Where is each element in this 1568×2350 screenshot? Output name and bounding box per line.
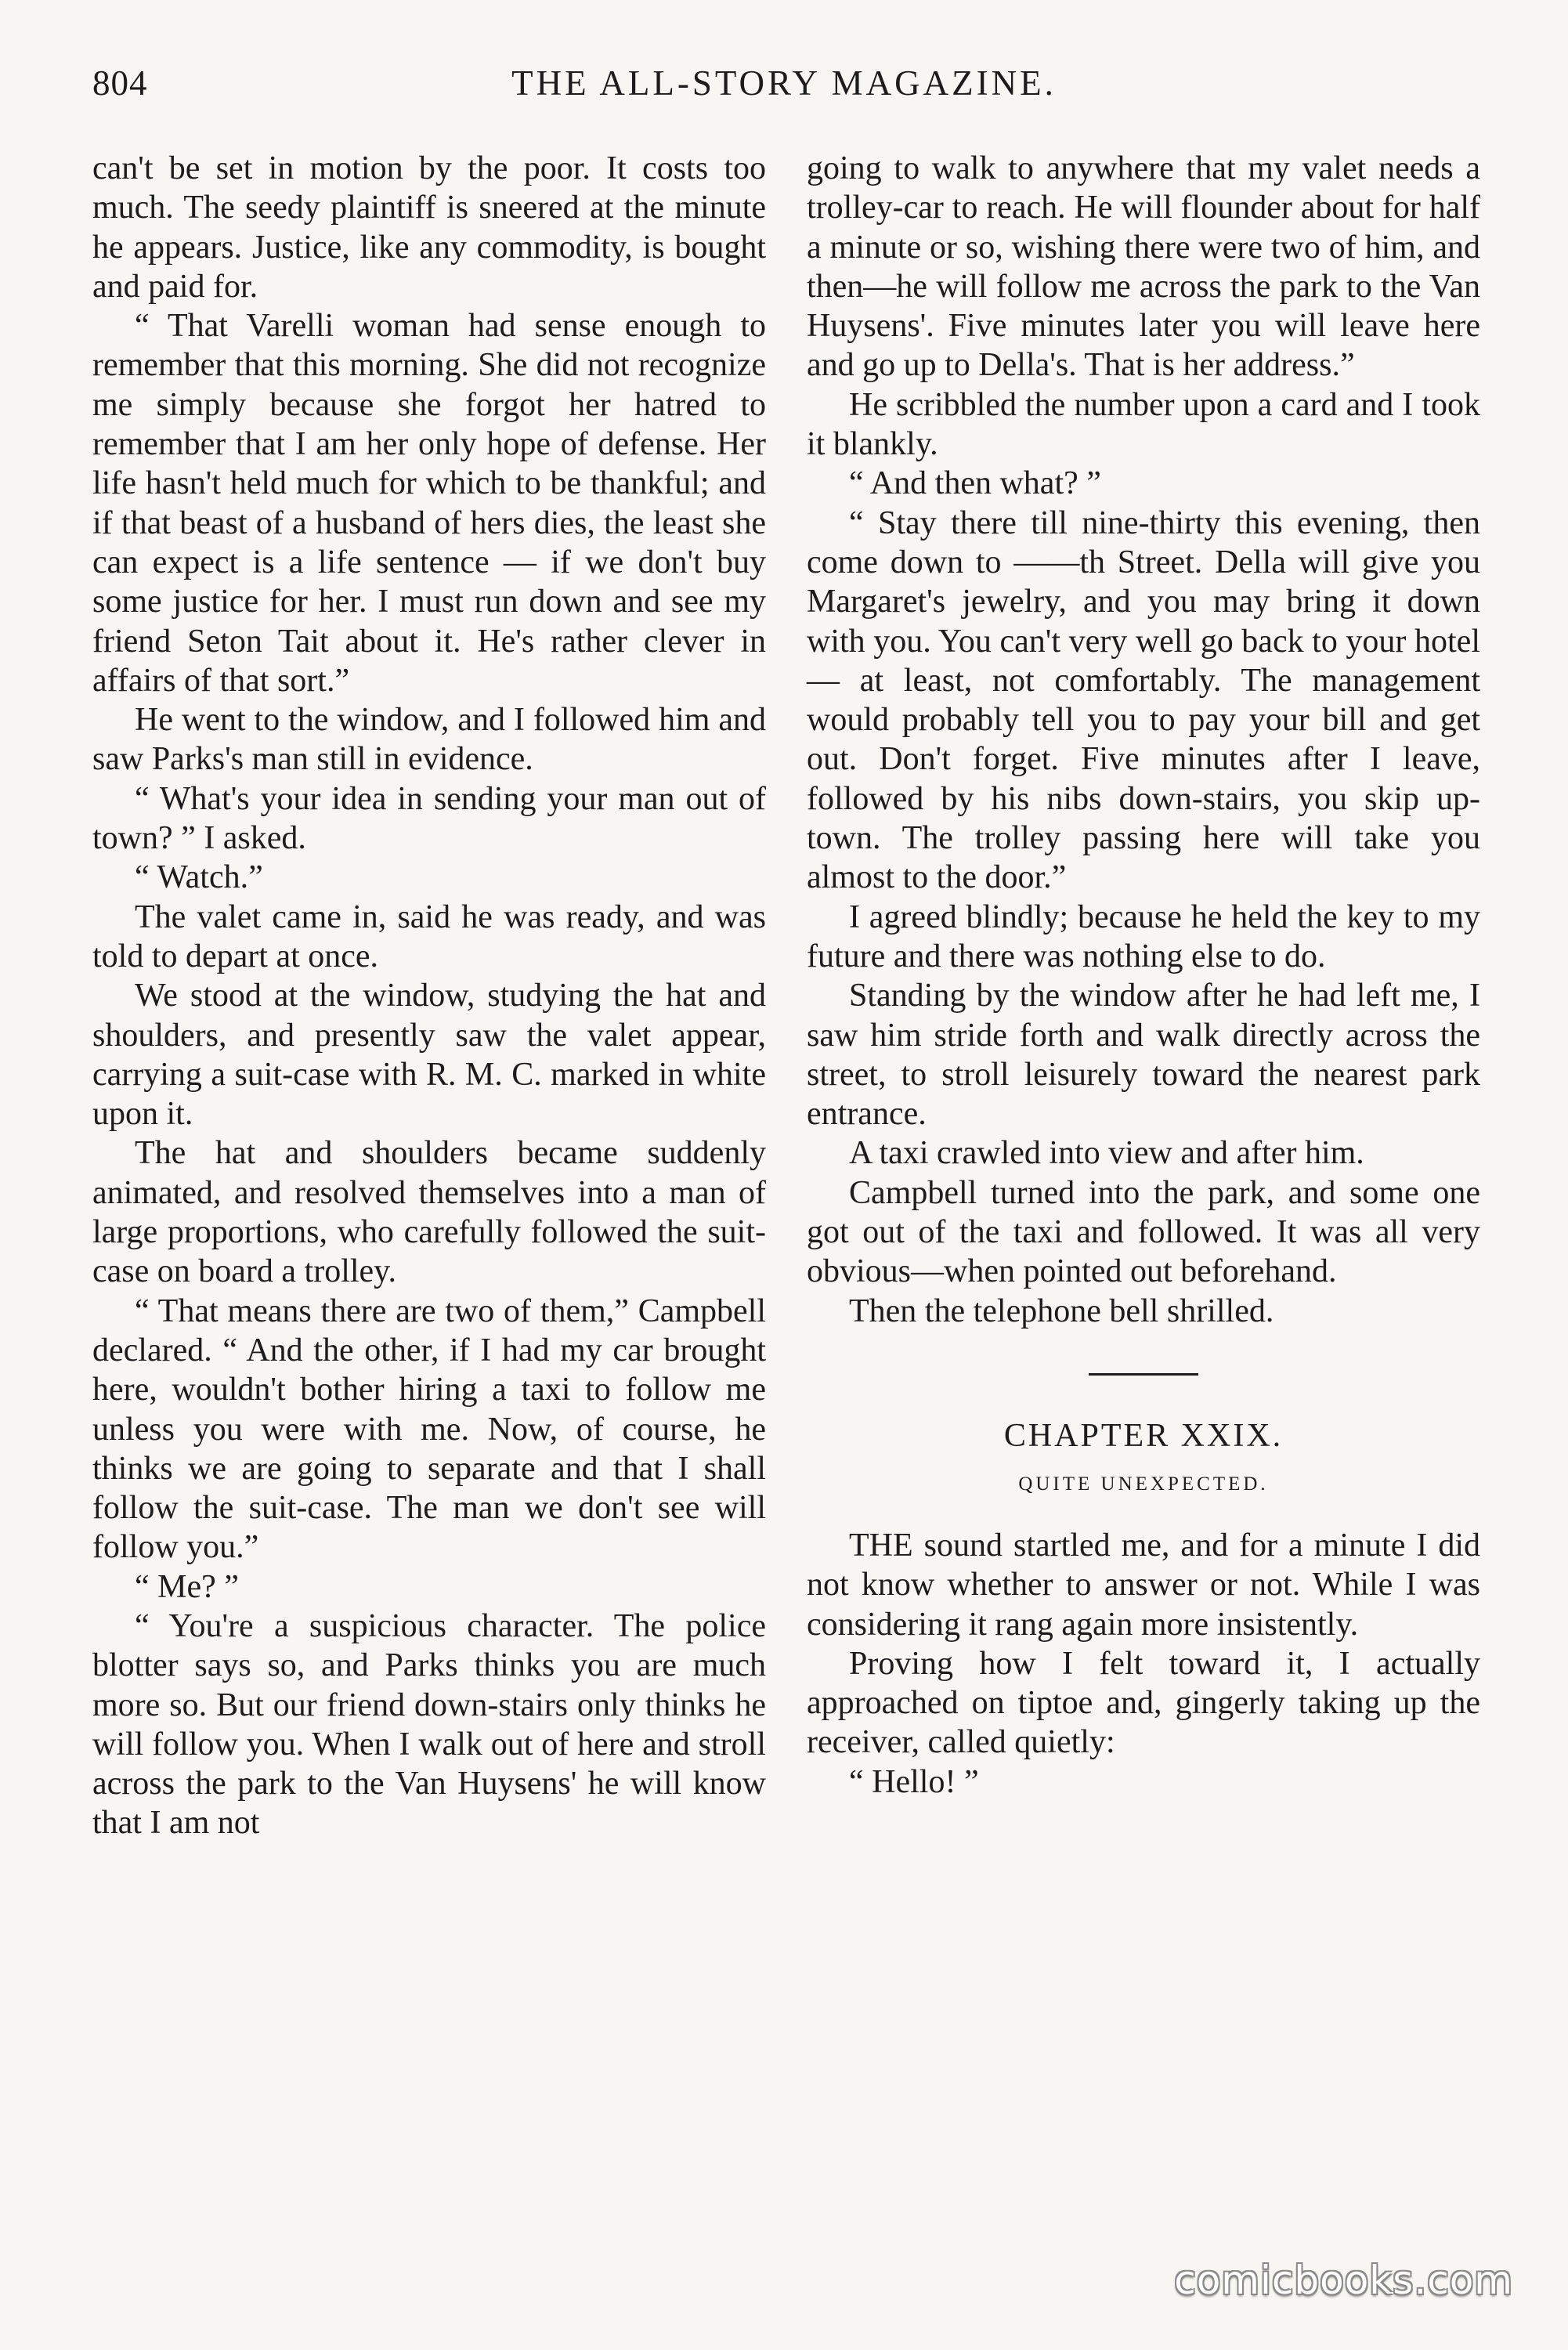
paragraph: “ Hello! ” bbox=[849, 1763, 979, 1800]
paragraph: “ Me? ” bbox=[135, 1568, 239, 1605]
paragraph: “ Stay there till nine-thirty this evening, then come down to ——th Street. Della will give you Margaret's jewelry, and you may bring it down with you. You can't very well go back to your hotel — at least, not comfortably. The management would probably tell you to pay your bill and get out. Don't forget. Five minutes after I leave, followed by his nibs down-stairs, you skip up-town. The trolley passing here will take you almost to the door.” bbox=[807, 504, 1480, 896]
watermark-logo: comicbooks.com bbox=[1174, 2258, 1513, 2303]
paragraph: He scribbled the number upon a card and I took it blankly. bbox=[807, 386, 1480, 463]
paragraph: Campbell turned into the park, and some one got out of the taxi and followed. It was all very obvious—when pointed out beforehand. bbox=[807, 1174, 1480, 1290]
page-header bbox=[92, 63, 1476, 125]
paragraph: “ That Varelli woman had sense enough to remember that this morning. She did not recognize me simply because she forgot her hatred to remember that I am her only hope of defense. Her life hasn't held much for which to be thankful; and if that beast of a husband of hers dies, the least she can expect is a life sentence — if we don't buy some justice for her. I must run down and see my friend Seton Tait about it. He's rather clever in affairs of that sort.” bbox=[92, 308, 766, 699]
paragraph: “ That means there are two of them,” Campbell declared. “ And the other, if I had my car brought here, wouldn't bother hiring a taxi to follow me unless you were with me. Now, of course, he thinks we are going to separate and that I shall follow the suit-case. The man we don't see will follow you.” bbox=[92, 1292, 766, 1566]
paragraph: The hat and shoulders became suddenly animated, and resolved themselves into a man of large proportions, who carefully followed the suit-case on board a trolley. bbox=[92, 1135, 766, 1290]
chapter-rule bbox=[1089, 1373, 1198, 1376]
paragraph: going to walk to anywhere that my valet needs a trolley-car to reach. He will flounder about for half a minute or so, wishing there were two of him, and then—he will follow me across the park to the Van Huysens'. Five minutes later you will leave here and go up to Della's. That is her address.” bbox=[807, 150, 1480, 384]
chapter-subtitle: QUITE UNEXPECTED. bbox=[1018, 1473, 1269, 1495]
paragraph: “ What's your idea in sending your man out of town? ” I asked. bbox=[92, 780, 766, 857]
paragraph: We stood at the window, studying the hat and shoulders, and presently saw the valet appear, carrying a suit-case with R. M. C. marked in white upon it. bbox=[92, 978, 766, 1133]
paragraph: “ Watch.” bbox=[135, 859, 263, 896]
chapter-title: CHAPTER XXIX. bbox=[1003, 1417, 1284, 1454]
chapter-heading bbox=[807, 1373, 1480, 1496]
paragraph: A taxi crawled into view and after him. bbox=[849, 1135, 1364, 1172]
paragraph: “ And then what? ” bbox=[849, 465, 1101, 502]
magazine-title: THE ALL-STORY MAGAZINE. bbox=[511, 63, 1057, 103]
paragraph: I agreed blindly; because he held the key to my future and there was nothing else to do. bbox=[807, 898, 1480, 974]
paragraph: THE sound startled me, and for a minute I did not know whether to answer or not. While I was considering it rang again more insistently. bbox=[807, 1527, 1480, 1643]
paragraph: Standing by the window after he had left me, I saw him stride forth and walk directly across the street, to stroll leisurely toward the nearest park entrance. bbox=[807, 978, 1480, 1133]
paragraph: The valet came in, said he was ready, and was told to depart at once. bbox=[92, 898, 766, 974]
paragraph: can't be set in motion by the poor. It costs too much. The seedy plaintiff is sneered at the minute he appears. Justice, like any commodity, is bought and paid for. bbox=[92, 150, 766, 305]
left-column bbox=[92, 149, 766, 1843]
paragraph: Proving how I felt toward it, I actually approached on tiptoe and, gingerly taking up the receiver, called quietly: bbox=[807, 1645, 1480, 1761]
paragraph: “ You're a suspicious character. The police blotter says so, and Parks thinks you are much more so. But our friend down-stairs only thinks he will follow you. When I walk out of here and stroll across the park to the Van Huysens' he will know that I am not bbox=[92, 1607, 766, 1842]
paragraph: Then the telephone bell shrilled. bbox=[849, 1292, 1274, 1329]
page-number: 804 bbox=[92, 63, 148, 103]
right-column bbox=[807, 149, 1480, 1802]
paragraph: He went to the window, and I followed him and saw Parks's man still in evidence. bbox=[92, 702, 766, 778]
